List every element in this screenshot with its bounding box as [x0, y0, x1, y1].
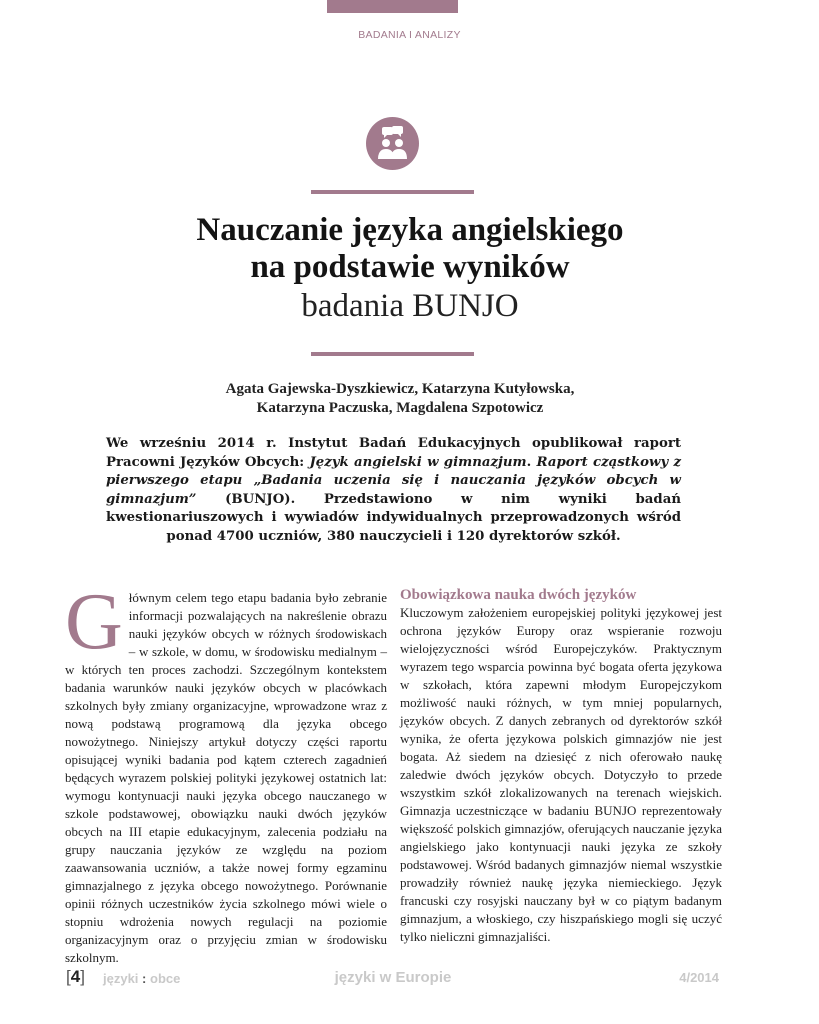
- lead-text-2: .: [526, 454, 537, 470]
- lead-text-1: We wrześniu 2014 r. Instytut Badań Edukacyjnych opublikował raport Pracowni Języków Obcych:: [106, 436, 681, 470]
- title-line-1: Nauczanie języka angielskiego: [196, 212, 624, 248]
- page-bracket-close: ]: [80, 967, 85, 986]
- article-title: [60, 212, 760, 286]
- left-column: [65, 578, 387, 967]
- title-line-2: na podstawie wyników: [250, 249, 570, 285]
- top-accent-bar: [327, 0, 458, 13]
- right-body-text: Kluczowym założeniem europejskiej polityki językowej jest ochrona języków Europy oraz wspieranie rozwoju wielojęzyczności wśród Europejczyków. Praktycznym wyrazem tego wsparcia powinna być bogata oferta językowa w szkołach, która zapewni młodym Europejczykom możliwość nauki różnych, w tym mniej popularnych, języków obcych. Z danych zebranych od dyrektorów szkół wynika, że oferta językowa polskich gimnazjów nie jest bogata. Aż siedem na dziesięć z nich oferowało naukę zaledwie dwóch języków obcych. Dotyczyło to przede wszystkim szkół zlokalizowanych na terenach wiejskich. Gimnazja uczestniczące w badaniu BUNJO reprezentowały większość polskich gimnazjów, oferujących nauczanie języka angielskiego jako kontynuacji nauki języka ze szkoły podstawowej. Wśród badanych gimnazjów niemal wszystkie prowadziły również naukę języka niemieckiego. Język francuski czy rosyjski nauczany był w co piątym badanym gimnazjum, a włoskiego, czy hiszpańskiego mogli się uczyć tylko nieliczni gimnazjaliści.: [400, 605, 722, 944]
- lead-report-subtitle: Raport cząstkowy z pierwszego etapu „Badania uczenia się i nauczania języków obcych w gimnazjum”: [106, 454, 681, 507]
- page-bracket-open: [: [66, 967, 71, 986]
- authors-line-2: Katarzyna Paczuska, Magdalena Szpotowicz: [256, 400, 544, 416]
- title-rule-top: [311, 190, 474, 194]
- section-heading: Obowiązkowa nauka dwóch języków: [400, 587, 637, 603]
- drop-cap: G: [65, 578, 123, 666]
- section-label: BADANIA I ANALIZY: [358, 29, 461, 41]
- people-dialogue-icon: [366, 117, 419, 170]
- left-body-text: łównym celem tego etapu badania było zebranie informacji pozwalających na nakreślenie obrazu nauki języków obcych w różnych środowiskach – w szkole, w domu, w środowisku medialnym – w których ten proces zachodzi. Szczególnym kontekstem badania warunków nauki języków obcych w placówkach szkolnych były zmiany organizacyjne, wprowadzone wraz z nową podstawą programową dla języka obcego nowożytnego. Niniejszy artykuł dotyczy części raportu opisującej wyniki badania pod kątem czterech zagadnień będących wyrazem polskiej polityki językowej ostatnich lat: wymogu kontynuacji nauki języka obcego nauczanego w szkole podstawowej, obowiązku nauki dwóch języków obcych na III etapie edukacyjnym, zalecenia podziału na grupy nauczania języków ze względu na poziom zaawansowania uczniów, a także nowej formy egzaminu gimnazjalnego z języka obcego nowożytnego. Porównanie opinii różnych uczestników życia szkolnego mówi wiele o stopniu wdrożenia nowych regulacji na poziomie organizacyjnym oraz o przyjęciu zmian w środowisku szkolnym.: [65, 590, 387, 965]
- logo-word-1: języki: [103, 971, 139, 986]
- logo-word-2: obce: [150, 971, 181, 986]
- lead-paragraph: [106, 435, 681, 547]
- lead-text-3: (BUNJO). Przedstawiono w nim wyniki badań kwestionariuszowych i wywiadów indywidualnych przeprowadzonych wśród ponad 4700 uczniów, 380 nauczycieli i 120 dyrektorów szkół.: [106, 491, 681, 544]
- logo-colon: :: [142, 971, 147, 986]
- magazine-section: języki w Europie: [334, 969, 452, 986]
- lead-report-title: Język angielski w gimnazjum: [309, 454, 527, 470]
- right-column: [400, 586, 722, 946]
- authors: [100, 380, 700, 418]
- title-rule-bottom: [311, 352, 474, 356]
- page-number-value: 4: [70, 967, 81, 986]
- authors-line-1: Agata Gajewska-Dyszkiewicz, Katarzyna Kutyłowska,: [225, 381, 575, 397]
- article-subtitle: badania BUNJO: [301, 288, 519, 324]
- issue-number: 4/2014: [679, 970, 719, 985]
